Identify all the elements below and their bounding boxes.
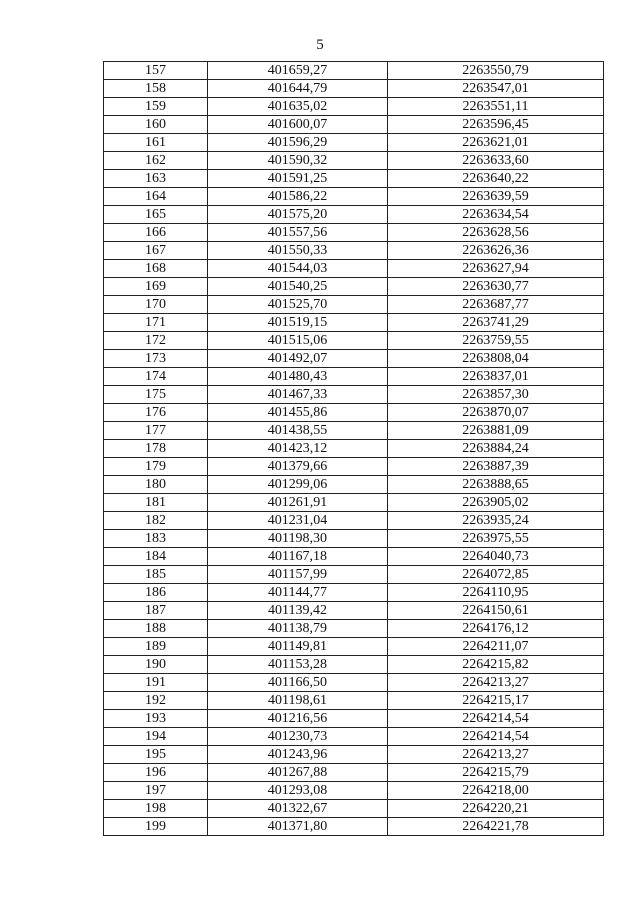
y-coordinate-cell: 2263626,36	[388, 242, 604, 260]
point-number-cell: 185	[104, 566, 208, 584]
table-row	[104, 692, 604, 710]
y-coordinate-cell: 2263881,09	[388, 422, 604, 440]
y-coordinate-cell: 2264220,21	[388, 800, 604, 818]
x-coordinate-cell: 401261,91	[208, 494, 388, 512]
x-coordinate-cell: 401586,22	[208, 188, 388, 206]
x-coordinate-cell: 401635,02	[208, 98, 388, 116]
x-coordinate-cell: 401166,50	[208, 674, 388, 692]
y-coordinate-cell: 2264040,73	[388, 548, 604, 566]
y-coordinate-cell: 2263905,02	[388, 494, 604, 512]
point-number-cell: 166	[104, 224, 208, 242]
point-number-cell: 170	[104, 296, 208, 314]
y-coordinate-cell: 2263621,01	[388, 134, 604, 152]
x-coordinate-cell: 401540,25	[208, 278, 388, 296]
y-coordinate-cell: 2263975,55	[388, 530, 604, 548]
table-row	[104, 530, 604, 548]
point-number-cell: 175	[104, 386, 208, 404]
point-number-cell: 199	[104, 818, 208, 836]
point-number-cell: 193	[104, 710, 208, 728]
x-coordinate-cell: 401144,77	[208, 584, 388, 602]
table-row	[104, 800, 604, 818]
table-row	[104, 746, 604, 764]
table-row	[104, 440, 604, 458]
y-coordinate-cell: 2263633,60	[388, 152, 604, 170]
x-coordinate-cell: 401600,07	[208, 116, 388, 134]
x-coordinate-cell: 401167,18	[208, 548, 388, 566]
y-coordinate-cell: 2264213,27	[388, 674, 604, 692]
y-coordinate-cell: 2263596,45	[388, 116, 604, 134]
table-row	[104, 206, 604, 224]
point-number-cell: 159	[104, 98, 208, 116]
table-row	[104, 152, 604, 170]
table-row	[104, 602, 604, 620]
table-row	[104, 386, 604, 404]
x-coordinate-cell: 401299,06	[208, 476, 388, 494]
table-row	[104, 494, 604, 512]
point-number-cell: 191	[104, 674, 208, 692]
y-coordinate-cell: 2264072,85	[388, 566, 604, 584]
y-coordinate-cell: 2264214,54	[388, 710, 604, 728]
x-coordinate-cell: 401243,96	[208, 746, 388, 764]
x-coordinate-cell: 401590,32	[208, 152, 388, 170]
coordinates-table-body	[104, 62, 604, 836]
point-number-cell: 195	[104, 746, 208, 764]
point-number-cell: 172	[104, 332, 208, 350]
x-coordinate-cell: 401153,28	[208, 656, 388, 674]
x-coordinate-cell: 401467,33	[208, 386, 388, 404]
point-number-cell: 163	[104, 170, 208, 188]
point-number-cell: 196	[104, 764, 208, 782]
x-coordinate-cell: 401198,61	[208, 692, 388, 710]
point-number-cell: 168	[104, 260, 208, 278]
x-coordinate-cell: 401575,20	[208, 206, 388, 224]
table-row	[104, 548, 604, 566]
x-coordinate-cell: 401322,67	[208, 800, 388, 818]
y-coordinate-cell: 2264176,12	[388, 620, 604, 638]
point-number-cell: 173	[104, 350, 208, 368]
table-row	[104, 296, 604, 314]
y-coordinate-cell: 2263884,24	[388, 440, 604, 458]
table-row	[104, 314, 604, 332]
x-coordinate-cell: 401230,73	[208, 728, 388, 746]
point-number-cell: 157	[104, 62, 208, 80]
x-coordinate-cell: 401557,56	[208, 224, 388, 242]
table-row	[104, 242, 604, 260]
point-number-cell: 161	[104, 134, 208, 152]
table-row	[104, 458, 604, 476]
point-number-cell: 187	[104, 602, 208, 620]
x-coordinate-cell: 401644,79	[208, 80, 388, 98]
x-coordinate-cell: 401293,08	[208, 782, 388, 800]
table-row	[104, 728, 604, 746]
point-number-cell: 158	[104, 80, 208, 98]
y-coordinate-cell: 2264110,95	[388, 584, 604, 602]
point-number-cell: 182	[104, 512, 208, 530]
y-coordinate-cell: 2263687,77	[388, 296, 604, 314]
y-coordinate-cell: 2263741,29	[388, 314, 604, 332]
x-coordinate-cell: 401515,06	[208, 332, 388, 350]
point-number-cell: 186	[104, 584, 208, 602]
x-coordinate-cell: 401371,80	[208, 818, 388, 836]
y-coordinate-cell: 2264215,82	[388, 656, 604, 674]
point-number-cell: 160	[104, 116, 208, 134]
y-coordinate-cell: 2263628,56	[388, 224, 604, 242]
point-number-cell: 184	[104, 548, 208, 566]
point-number-cell: 164	[104, 188, 208, 206]
point-number-cell: 198	[104, 800, 208, 818]
x-coordinate-cell: 401423,12	[208, 440, 388, 458]
y-coordinate-cell: 2263870,07	[388, 404, 604, 422]
table-row	[104, 674, 604, 692]
point-number-cell: 178	[104, 440, 208, 458]
table-row	[104, 476, 604, 494]
y-coordinate-cell: 2263634,54	[388, 206, 604, 224]
table-row	[104, 782, 604, 800]
y-coordinate-cell: 2264221,78	[388, 818, 604, 836]
x-coordinate-cell: 401596,29	[208, 134, 388, 152]
y-coordinate-cell: 2264218,00	[388, 782, 604, 800]
x-coordinate-cell: 401544,03	[208, 260, 388, 278]
table-row	[104, 98, 604, 116]
point-number-cell: 183	[104, 530, 208, 548]
y-coordinate-cell: 2263630,77	[388, 278, 604, 296]
y-coordinate-cell: 2264211,07	[388, 638, 604, 656]
x-coordinate-cell: 401157,99	[208, 566, 388, 584]
x-coordinate-cell: 401267,88	[208, 764, 388, 782]
table-row	[104, 170, 604, 188]
point-number-cell: 162	[104, 152, 208, 170]
y-coordinate-cell: 2263808,04	[388, 350, 604, 368]
table-row	[104, 224, 604, 242]
x-coordinate-cell: 401149,81	[208, 638, 388, 656]
table-row	[104, 638, 604, 656]
table-row	[104, 818, 604, 836]
point-number-cell: 167	[104, 242, 208, 260]
table-row	[104, 404, 604, 422]
y-coordinate-cell: 2263551,11	[388, 98, 604, 116]
table-row	[104, 62, 604, 80]
x-coordinate-cell: 401139,42	[208, 602, 388, 620]
x-coordinate-cell: 401525,70	[208, 296, 388, 314]
x-coordinate-cell: 401379,66	[208, 458, 388, 476]
y-coordinate-cell: 2264150,61	[388, 602, 604, 620]
y-coordinate-cell: 2263888,65	[388, 476, 604, 494]
table-row	[104, 134, 604, 152]
coordinates-table	[103, 61, 604, 836]
point-number-cell: 177	[104, 422, 208, 440]
x-coordinate-cell: 401198,30	[208, 530, 388, 548]
y-coordinate-cell: 2263639,59	[388, 188, 604, 206]
table-row	[104, 332, 604, 350]
table-row	[104, 80, 604, 98]
point-number-cell: 174	[104, 368, 208, 386]
y-coordinate-cell: 2263547,01	[388, 80, 604, 98]
x-coordinate-cell: 401138,79	[208, 620, 388, 638]
y-coordinate-cell: 2263640,22	[388, 170, 604, 188]
point-number-cell: 194	[104, 728, 208, 746]
y-coordinate-cell: 2264215,17	[388, 692, 604, 710]
y-coordinate-cell: 2263550,79	[388, 62, 604, 80]
x-coordinate-cell: 401659,27	[208, 62, 388, 80]
table-row	[104, 764, 604, 782]
point-number-cell: 169	[104, 278, 208, 296]
y-coordinate-cell: 2263887,39	[388, 458, 604, 476]
point-number-cell: 171	[104, 314, 208, 332]
point-number-cell: 189	[104, 638, 208, 656]
point-number-cell: 197	[104, 782, 208, 800]
table-row	[104, 278, 604, 296]
table-row	[104, 422, 604, 440]
y-coordinate-cell: 2264215,79	[388, 764, 604, 782]
table-row	[104, 710, 604, 728]
table-row	[104, 584, 604, 602]
table-row	[104, 260, 604, 278]
x-coordinate-cell: 401550,33	[208, 242, 388, 260]
x-coordinate-cell: 401438,55	[208, 422, 388, 440]
x-coordinate-cell: 401455,86	[208, 404, 388, 422]
y-coordinate-cell: 2263857,30	[388, 386, 604, 404]
y-coordinate-cell: 2264214,54	[388, 728, 604, 746]
x-coordinate-cell: 401519,15	[208, 314, 388, 332]
y-coordinate-cell: 2264213,27	[388, 746, 604, 764]
table-row	[104, 656, 604, 674]
point-number-cell: 181	[104, 494, 208, 512]
point-number-cell: 176	[104, 404, 208, 422]
x-coordinate-cell: 401492,07	[208, 350, 388, 368]
table-row	[104, 116, 604, 134]
table-row	[104, 350, 604, 368]
table-row	[104, 566, 604, 584]
point-number-cell: 190	[104, 656, 208, 674]
x-coordinate-cell: 401480,43	[208, 368, 388, 386]
table-row	[104, 368, 604, 386]
point-number-cell: 179	[104, 458, 208, 476]
y-coordinate-cell: 2263837,01	[388, 368, 604, 386]
point-number-cell: 188	[104, 620, 208, 638]
page-number: 5	[316, 37, 324, 53]
table-row	[104, 512, 604, 530]
x-coordinate-cell: 401216,56	[208, 710, 388, 728]
table-row	[104, 620, 604, 638]
table-row	[104, 188, 604, 206]
y-coordinate-cell: 2263627,94	[388, 260, 604, 278]
x-coordinate-cell: 401591,25	[208, 170, 388, 188]
y-coordinate-cell: 2263759,55	[388, 332, 604, 350]
x-coordinate-cell: 401231,04	[208, 512, 388, 530]
point-number-cell: 192	[104, 692, 208, 710]
point-number-cell: 165	[104, 206, 208, 224]
point-number-cell: 180	[104, 476, 208, 494]
y-coordinate-cell: 2263935,24	[388, 512, 604, 530]
